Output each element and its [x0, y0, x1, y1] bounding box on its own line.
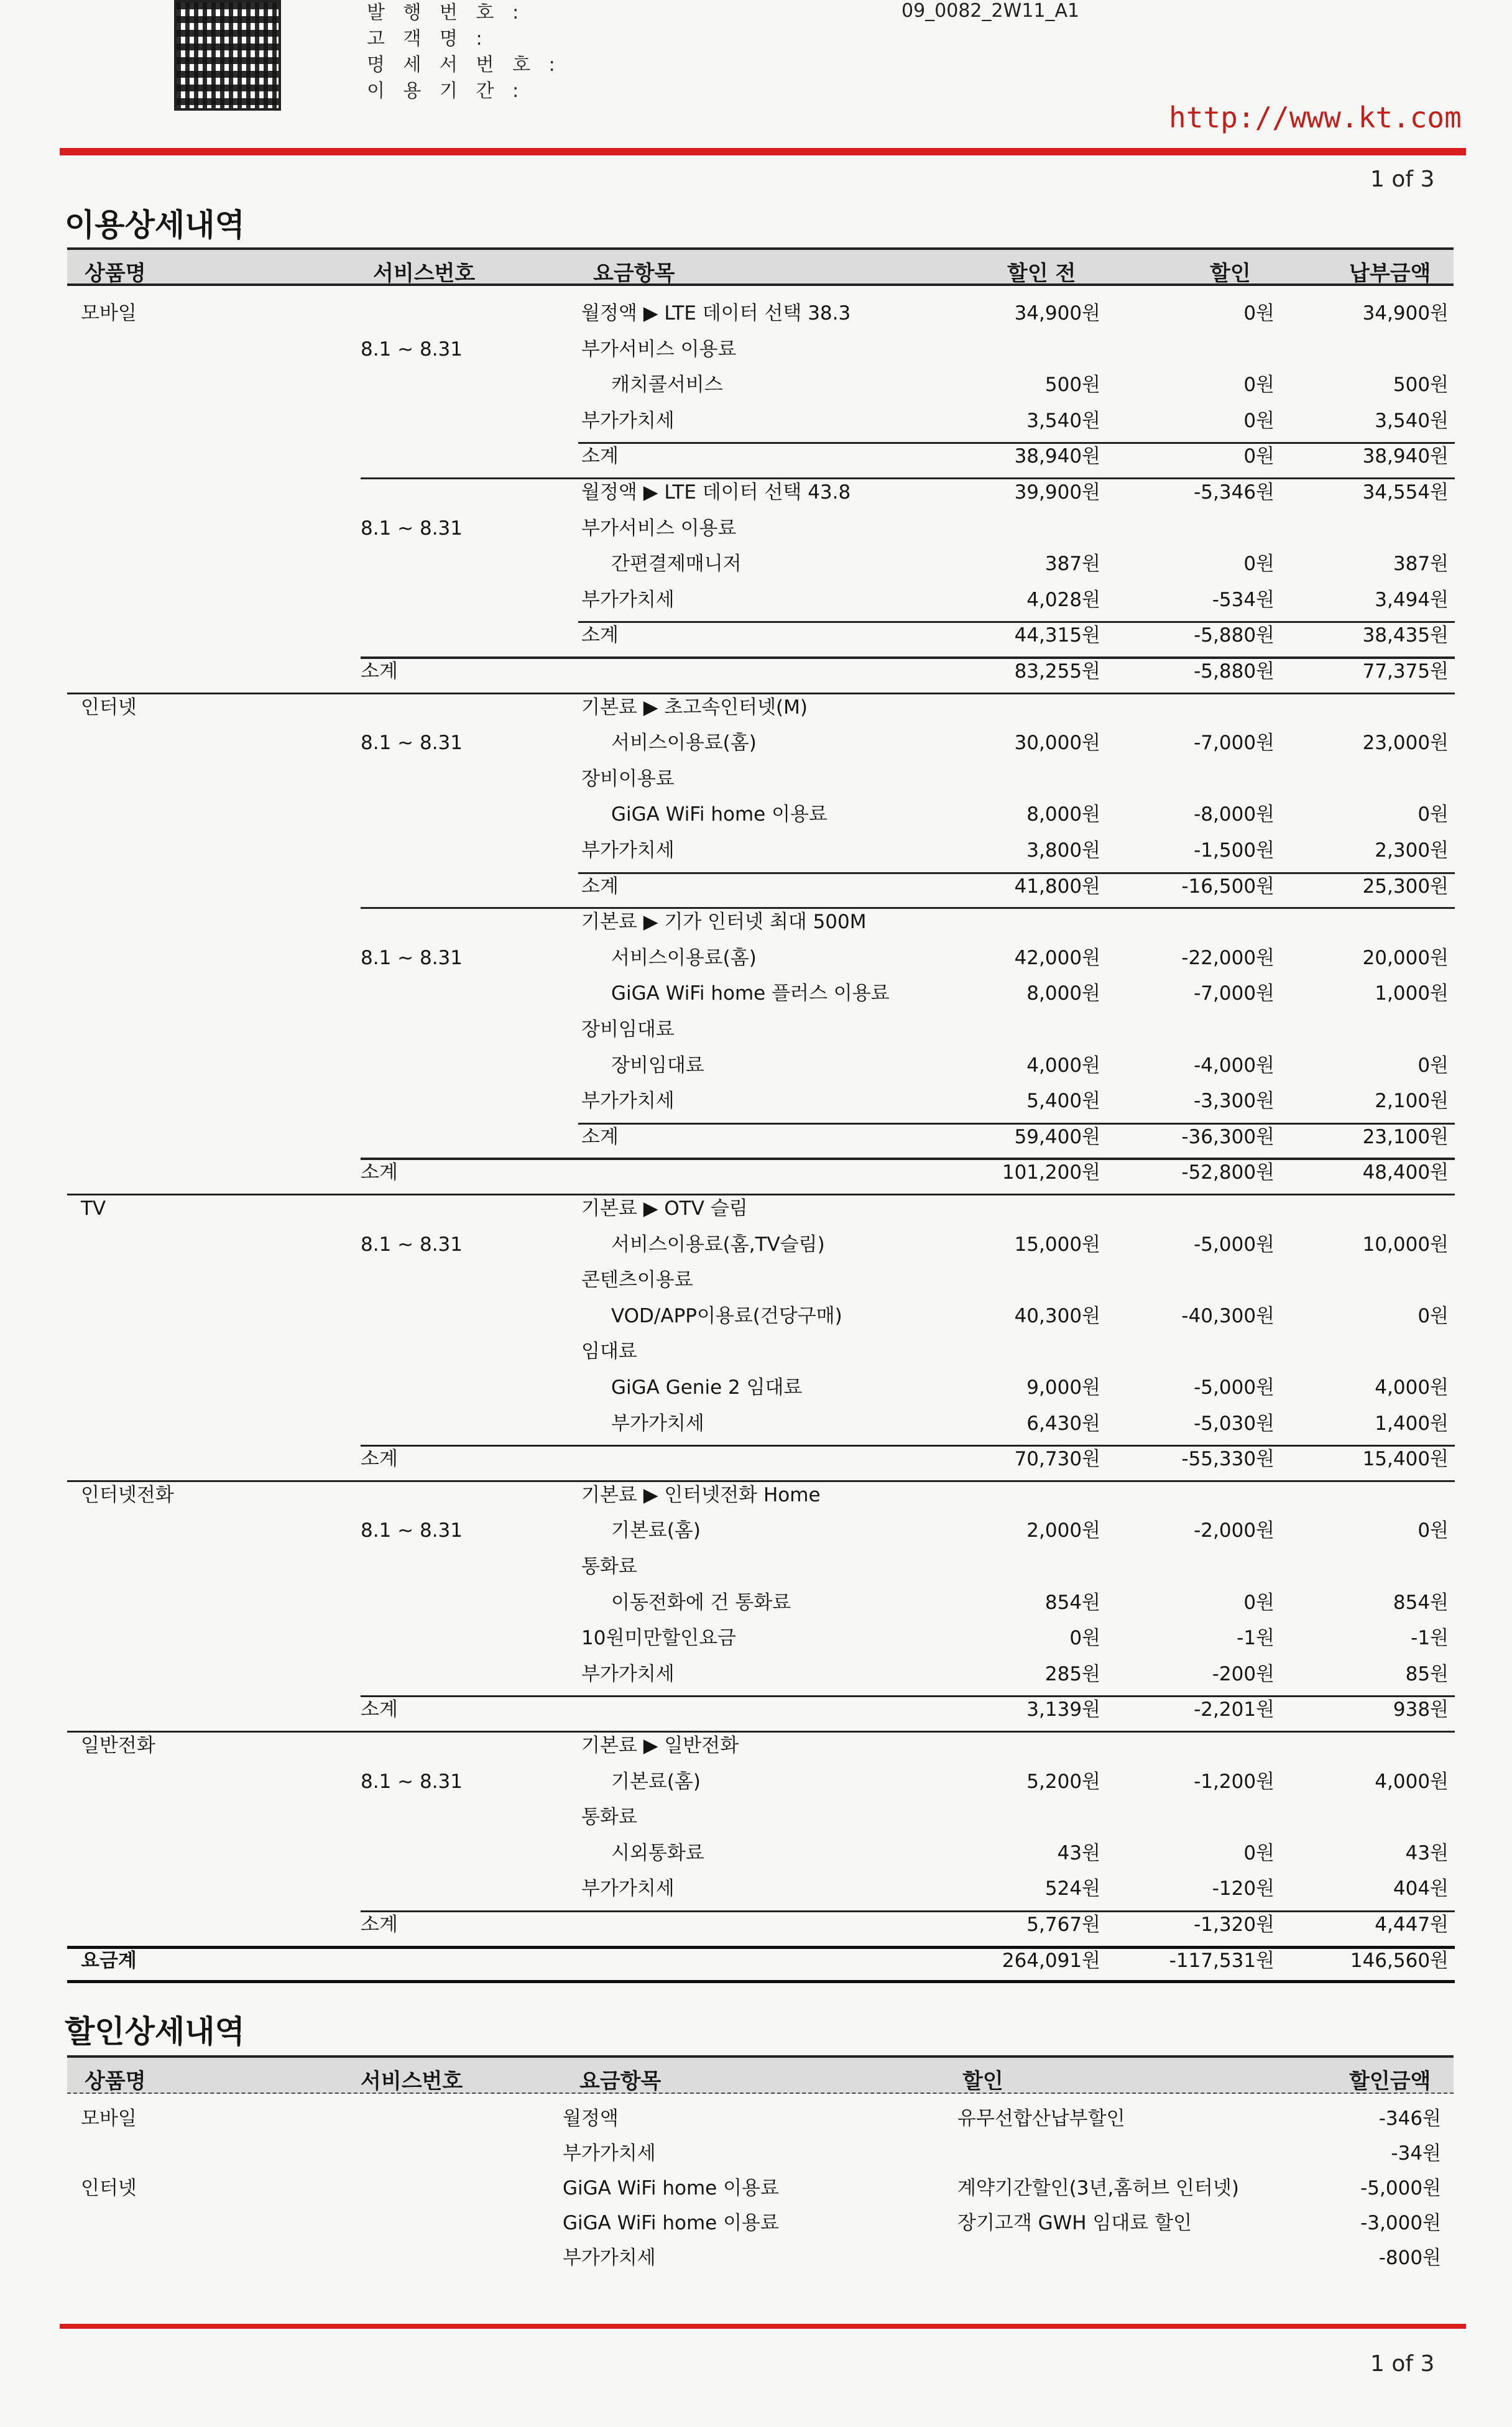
amount: 2,300원	[1375, 839, 1449, 862]
amount: -16,500원	[1181, 875, 1275, 898]
amount: -2,201원	[1194, 1698, 1275, 1721]
amount: 3,540원	[1026, 409, 1100, 432]
amount: 6,430원	[1026, 1412, 1100, 1435]
fee-item: 기본료 ▶ OTV 슬림	[581, 1197, 748, 1220]
product-name: 인터넷	[81, 2177, 137, 2199]
amount: 0원	[1243, 302, 1275, 325]
amount: 0원	[1243, 409, 1275, 432]
amount: 30,000원	[1014, 732, 1100, 755]
column-header: 상품명	[85, 2069, 146, 2094]
fee-item: 기본료(홈)	[611, 1519, 701, 1542]
amount: 0원	[1069, 1627, 1100, 1650]
amount: -5,000원	[1194, 1376, 1275, 1399]
fee-item: 서비스이용료(홈)	[611, 732, 757, 755]
amount: 34,900원	[1362, 302, 1449, 325]
column-header: 상품명	[85, 261, 146, 286]
column-header: 할인	[1210, 261, 1251, 286]
fee-item: 부가서비스 이용료	[581, 517, 737, 540]
column-header: 서비스번호	[373, 261, 476, 286]
amount: 101,200원	[1002, 1161, 1100, 1184]
amount: 938원	[1393, 1698, 1449, 1721]
amount: 4,000원	[1375, 1770, 1449, 1793]
product-name: 일반전화	[81, 1734, 155, 1757]
amount: 5,767원	[1026, 1914, 1100, 1936]
amount: 23,000원	[1362, 732, 1449, 755]
amount: 10,000원	[1362, 1233, 1449, 1256]
amount: -5,880원	[1194, 660, 1275, 683]
amount: 20,000원	[1362, 946, 1449, 969]
amount: 5,200원	[1026, 1770, 1100, 1793]
amount: 0원	[1243, 445, 1275, 468]
amount: 146,560원	[1350, 1949, 1449, 1972]
fee-item: GiGA WiFi home 플러스 이용료	[611, 982, 890, 1005]
amount: 3,540원	[1375, 409, 1449, 432]
fee-item: 부가가치세	[581, 1877, 675, 1900]
amount: 41,800원	[1014, 875, 1100, 898]
amount: 1,400원	[1375, 1412, 1449, 1435]
fee-item: 간편결제매니저	[611, 553, 742, 576]
amount: 38,435원	[1362, 624, 1449, 647]
amount: 3,139원	[1026, 1698, 1100, 1721]
amount: -3,300원	[1194, 1090, 1275, 1113]
fee-item: 부가가치세	[611, 1412, 704, 1435]
fee-item: 임대료	[581, 1340, 637, 1363]
fee-item: 소계	[581, 875, 619, 898]
amount: -534원	[1212, 588, 1275, 611]
amount: -117,531원	[1169, 1949, 1275, 1972]
amount: 38,940원	[1362, 445, 1449, 468]
amount: 387원	[1393, 553, 1449, 576]
product-name: 모바일	[81, 2107, 137, 2130]
column-header: 할인	[962, 2069, 1003, 2094]
fee-item: GiGA WiFi home 이용료	[611, 803, 827, 826]
amount: 0원	[1243, 553, 1275, 576]
fee-item: 서비스이용료(홈,TV슬림)	[611, 1233, 825, 1256]
fee-item: 부가가치세	[581, 409, 675, 432]
column-header: 납부금액	[1349, 261, 1431, 286]
fee-item: GiGA Genie 2 임대료	[611, 1376, 803, 1399]
amount: 0원	[1243, 374, 1275, 397]
fee-item: 10원미만할인요금	[581, 1627, 737, 1650]
discount-amount: -5,000원	[1360, 2177, 1441, 2199]
amount: 42,000원	[1014, 946, 1100, 969]
discount-amount: -3,000원	[1360, 2212, 1441, 2234]
discount-name: 유무선합산납부할인	[957, 2107, 1125, 2130]
fee-item: 기본료 ▶ 기가 인터넷 최대 500M	[581, 911, 867, 934]
header-label: 명 세 서 번 호 :	[367, 54, 561, 76]
amount: 0원	[1418, 1054, 1449, 1077]
amount: -7,000원	[1194, 982, 1275, 1005]
fee-item: 부가가치세	[581, 1090, 675, 1113]
amount: 5,400원	[1026, 1090, 1100, 1113]
amount: -1원	[1411, 1627, 1449, 1650]
fee-item: 기본료 ▶ 일반전화	[581, 1734, 739, 1757]
discount-amount: -346원	[1378, 2107, 1441, 2130]
column-header: 할인 전	[1007, 261, 1076, 286]
amount: -1,200원	[1194, 1770, 1275, 1793]
fee-item: 월정액	[563, 2107, 619, 2130]
fee-item: 장비임대료	[611, 1054, 704, 1077]
amount: -5,000원	[1194, 1233, 1275, 1256]
amount: 4,000원	[1026, 1054, 1100, 1077]
amount: -1,500원	[1194, 839, 1275, 862]
page-indicator-bottom: 1 of 3	[1370, 2351, 1435, 2377]
fee-item: 서비스이용료(홈)	[611, 946, 757, 969]
fee-item: 장비임대료	[581, 1018, 675, 1041]
fee-item: 통화료	[581, 1555, 637, 1578]
amount: 9,000원	[1026, 1376, 1100, 1399]
service-number: 8.1 ~ 8.31	[361, 946, 463, 969]
discount-name: 계약기간할인(3년,홈허브 인터넷)	[957, 2177, 1239, 2199]
amount: 70,730원	[1014, 1448, 1100, 1471]
amount: -1원	[1237, 1627, 1275, 1650]
amount: 524원	[1044, 1877, 1100, 1900]
discount-amount: -800원	[1378, 2247, 1441, 2269]
service-number: 8.1 ~ 8.31	[361, 517, 463, 540]
amount: 285원	[1044, 1662, 1100, 1685]
amount: -5,346원	[1194, 481, 1275, 504]
fee-item: GiGA WiFi home 이용료	[563, 2212, 779, 2234]
discount-name: 장기고객 GWH 임대료 할인	[957, 2212, 1192, 2234]
amount: 15,400원	[1362, 1448, 1449, 1471]
kt-url-link[interactable]: http://www.kt.com	[1169, 101, 1462, 134]
service-number: 소계	[361, 1698, 398, 1721]
amount: -5,880원	[1194, 624, 1275, 647]
amount: 404원	[1393, 1877, 1449, 1900]
service-number: 8.1 ~ 8.31	[361, 1519, 463, 1542]
column-header: 요금항목	[579, 2069, 662, 2094]
amount: 854원	[1393, 1591, 1449, 1614]
amount: 500원	[1393, 374, 1449, 397]
amount: -22,000원	[1181, 946, 1275, 969]
fee-item: 부가가치세	[581, 839, 675, 862]
amount: 39,900원	[1014, 481, 1100, 504]
amount: 38,940원	[1014, 445, 1100, 468]
usage-section-title: 이용상세내역	[65, 207, 245, 243]
amount: 43원	[1405, 1841, 1449, 1864]
service-number: 8.1 ~ 8.31	[361, 338, 463, 361]
amount: 1,000원	[1375, 982, 1449, 1005]
column-header: 요금항목	[593, 261, 675, 286]
amount: -1,320원	[1194, 1914, 1275, 1936]
amount: -52,800원	[1181, 1161, 1275, 1184]
column-header: 할인금액	[1349, 2069, 1431, 2094]
fee-item: GiGA WiFi home 이용료	[563, 2177, 779, 2199]
amount: 0원	[1243, 1841, 1275, 1864]
page-indicator-top: 1 of 3	[1370, 167, 1435, 192]
amount: 23,100원	[1362, 1125, 1449, 1148]
amount: -8,000원	[1194, 803, 1275, 826]
header-label: 발 행 번 호 :	[367, 2, 525, 24]
amount: 854원	[1044, 1591, 1100, 1614]
discount-amount: -34원	[1391, 2142, 1441, 2165]
fee-item: 소계	[581, 624, 619, 647]
fee-item: 소계	[581, 445, 619, 468]
fee-item: 부가가치세	[563, 2142, 656, 2165]
service-number: 8.1 ~ 8.31	[361, 732, 463, 755]
fee-item: 캐치콜서비스	[611, 374, 723, 397]
amount: 8,000원	[1026, 982, 1100, 1005]
amount: 264,091원	[1002, 1949, 1100, 1972]
amount: 43원	[1057, 1841, 1100, 1864]
amount: 4,447원	[1375, 1914, 1449, 1936]
fee-item: 콘텐츠이용료	[581, 1269, 693, 1292]
service-number: 소계	[361, 1448, 398, 1471]
fee-item: VOD/APP이용료(건당구매)	[611, 1304, 842, 1327]
service-number: 8.1 ~ 8.31	[361, 1770, 463, 1793]
discount-section-title: 할인상세내역	[65, 2014, 245, 2050]
amount: 15,000원	[1014, 1233, 1100, 1256]
amount: 0원	[1418, 803, 1449, 826]
product-name: 모바일	[81, 302, 137, 325]
fee-item: 이동전화에 건 통화료	[611, 1591, 791, 1614]
fee-item: 통화료	[581, 1806, 637, 1829]
amount: -7,000원	[1194, 732, 1275, 755]
amount: 4,000원	[1375, 1376, 1449, 1399]
fee-item: 시외통화료	[611, 1841, 704, 1864]
amount: 59,400원	[1014, 1125, 1100, 1148]
fee-item: 소계	[581, 1125, 619, 1148]
product-name: 인터넷	[81, 696, 137, 719]
amount: -55,330원	[1181, 1448, 1275, 1471]
service-number: 8.1 ~ 8.31	[361, 1233, 463, 1256]
amount: 85원	[1405, 1662, 1449, 1685]
amount: 0원	[1418, 1304, 1449, 1327]
fee-item: 부가가치세	[581, 1662, 675, 1685]
service-number: 소계	[361, 1161, 398, 1184]
fee-item: 기본료 ▶ 인터넷전화 Home	[581, 1483, 821, 1506]
footer-divider	[60, 2324, 1466, 2329]
product-name: TV	[81, 1197, 106, 1220]
fee-item: 월정액 ▶ LTE 데이터 선택 43.8	[581, 481, 851, 504]
amount: 40,300원	[1014, 1304, 1100, 1327]
amount: 4,028원	[1026, 588, 1100, 611]
amount: 2,000원	[1026, 1519, 1100, 1542]
column-header: 서비스번호	[361, 2069, 463, 2094]
fee-item: 기본료 ▶ 초고속인터넷(M)	[581, 696, 808, 719]
product-name: 인터넷전화	[81, 1483, 174, 1506]
amount: -4,000원	[1194, 1054, 1275, 1077]
amount: 83,255원	[1014, 660, 1100, 683]
service-number: 소계	[361, 660, 398, 683]
amount: 8,000원	[1026, 803, 1100, 826]
amount: -5,030원	[1194, 1412, 1275, 1435]
doc-code: 09_0082_2W11_A1	[901, 0, 1080, 22]
header-label: 고 객 명 :	[367, 28, 489, 50]
fee-item: 부가가치세	[563, 2247, 656, 2269]
amount: 387원	[1044, 553, 1100, 576]
amount: 3,494원	[1375, 588, 1449, 611]
amount: 500원	[1044, 374, 1100, 397]
amount: 48,400원	[1362, 1161, 1449, 1184]
amount: 34,900원	[1014, 302, 1100, 325]
product-name: 요금계	[81, 1949, 137, 1972]
amount: 3,800원	[1026, 839, 1100, 862]
amount: 25,300원	[1362, 875, 1449, 898]
fee-item: 월정액 ▶ LTE 데이터 선택 38.3	[581, 302, 851, 325]
amount: 77,375원	[1362, 660, 1449, 683]
amount: 2,100원	[1375, 1090, 1449, 1113]
header-label: 이 용 기 간 :	[367, 80, 525, 102]
amount: -2,000원	[1194, 1519, 1275, 1542]
service-number: 소계	[361, 1914, 398, 1936]
amount: -40,300원	[1181, 1304, 1275, 1327]
fee-item: 부가서비스 이용료	[581, 338, 737, 361]
amount: -120원	[1212, 1877, 1275, 1900]
amount: -200원	[1212, 1662, 1275, 1685]
amount: 0원	[1243, 1591, 1275, 1614]
fee-item: 부가가치세	[581, 588, 675, 611]
fee-item: 장비이용료	[581, 767, 675, 790]
amount: 44,315원	[1014, 624, 1100, 647]
amount: -36,300원	[1181, 1125, 1275, 1148]
amount: 0원	[1418, 1519, 1449, 1542]
amount: 34,554원	[1362, 481, 1449, 504]
fee-item: 기본료(홈)	[611, 1770, 701, 1793]
